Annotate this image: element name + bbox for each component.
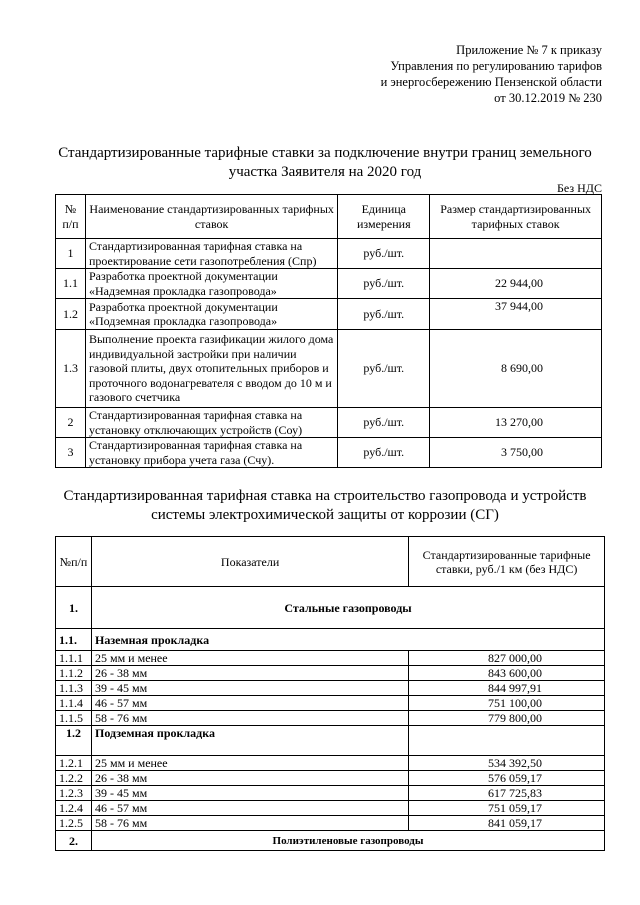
row-value: 13 270,00 [430,408,602,438]
row-value: 22 944,00 [430,269,602,299]
table-row [56,269,602,299]
row-num: 3 [56,438,86,468]
pipeline-tariff-title [40,487,610,525]
section-label: Стальные газопроводы [91,587,604,629]
row-name: Разработка проектной документации «Надземная прокладка газопровода» [85,269,337,299]
row-name: 46 - 57 мм [91,801,408,816]
row-unit: руб./шт. [338,330,430,408]
section-row [56,587,605,629]
table-row [56,330,602,408]
row-unit: руб./шт. [338,438,430,468]
row-name: Стандартизированная тарифная ставка на установку отключающих устройств (Соу) [85,408,337,438]
table-row [56,786,605,801]
header-indicators: Показатели [91,537,408,587]
order-annex-note [381,42,602,106]
header-num: №п/п [56,537,92,587]
row-num: 1.1.5 [56,711,92,726]
row-num: 1.2 [56,299,86,330]
row-name: 39 - 45 мм [91,786,408,801]
row-name: 26 - 38 мм [91,666,408,681]
header-unit: Единица измерения [338,195,430,239]
row-name: 25 мм и менее [91,756,408,771]
row-value [430,239,602,269]
subsection-row [56,629,605,651]
row-num: 1.3 [56,330,86,408]
row-name: Выполнение проекта газификации жилого дома индивидуальной застройки при наличии газовой плиты, двух отопительных приборов и проточного водонагревателя с вводом до 10 м и газового счетчика [85,330,337,408]
row-value: 843 600,00 [409,666,605,681]
row-value: 534 392,50 [409,756,605,771]
row-unit: руб./шт. [338,239,430,269]
header-name: Наименование стандартизированных тарифных ставок [85,195,337,239]
row-value: 844 997,91 [409,681,605,696]
header-rates: Стандартизированные тарифные ставки, руб./1 км (без НДС) [409,537,605,587]
pipeline-rates-table [55,536,605,851]
no-vat-note: Без НДС [557,181,602,195]
row-value: 3 750,00 [430,438,602,468]
row-num: 1.2.2 [56,771,92,786]
row-num: 1.1.1 [56,651,92,666]
row-name: 25 мм и менее [91,651,408,666]
row-num: 1.2.4 [56,801,92,816]
table-row [56,816,605,831]
title-line: системы электрохимической защиты от коррозии (СГ) [151,507,499,523]
row-num: 1.2.5 [56,816,92,831]
table-row [56,681,605,696]
row-value: 779 800,00 [409,711,605,726]
row-num: 1.2.1 [56,756,92,771]
title-line: Стандартизированные тарифные ставки за подключение внутри границ земельного [58,145,592,161]
row-num: 1.1 [56,269,86,299]
row-name: 46 - 57 мм [91,696,408,711]
table-row [56,239,602,269]
row-name: Разработка проектной документации «Подземная прокладка газопровода» [85,299,337,330]
row-value: 827 000,00 [409,651,605,666]
row-value: 8 690,00 [430,330,602,408]
row-num: 1.1.4 [56,696,92,711]
table-row [56,408,602,438]
row-name: Стандартизированная тарифная ставка на проектирование сети газопотребления (Спр) [85,239,337,269]
annex-line: Приложение № 7 к приказу [456,43,602,57]
table-row [56,299,602,330]
row-name: Стандартизированная тарифная ставка на установку прибора учета газа (Счу). [85,438,337,468]
row-value: 751 059,17 [409,801,605,816]
subsection-label: Подземная прокладка [91,726,408,756]
tariff-title [40,144,610,182]
row-value: 576 059,17 [409,771,605,786]
empty-cell [409,726,605,756]
table-row [56,801,605,816]
table-row [56,756,605,771]
row-name: 58 - 76 мм [91,711,408,726]
annex-line: Управления по регулированию тарифов [390,59,602,73]
table-row [56,666,605,681]
row-name: 39 - 45 мм [91,681,408,696]
row-num: 1.1.3 [56,681,92,696]
row-value: 751 100,00 [409,696,605,711]
row-num: 1 [56,239,86,269]
row-num: 1.1.2 [56,666,92,681]
row-value: 841 059,17 [409,816,605,831]
row-unit: руб./шт. [338,408,430,438]
subsection-label: Наземная прокладка [91,629,604,651]
table-row [56,696,605,711]
table-header-row [56,537,605,587]
row-name: 58 - 76 мм [91,816,408,831]
section-num: 1. [56,587,92,629]
annex-line: и энергосбережению Пензенской области [380,75,602,89]
table-row [56,771,605,786]
row-value: 37 944,00 [430,299,602,330]
table-row [56,711,605,726]
row-unit: руб./шт. [338,299,430,330]
table-header-row [56,195,602,239]
subsection-num: 1.2 [56,726,92,756]
table-row [56,438,602,468]
row-name: 26 - 38 мм [91,771,408,786]
section-label: Полиэтиленовые газопроводы [91,831,604,851]
title-line: Стандартизированная тарифная ставка на строительство газопровода и устройств [63,488,587,504]
subsection-row [56,726,605,756]
header-num: № п/п [56,195,86,239]
annex-line: от 30.12.2019 № 230 [494,91,602,105]
subsection-num: 1.1. [56,629,92,651]
title-line: участка Заявителя на 2020 год [228,164,422,180]
row-num: 2 [56,408,86,438]
row-unit: руб./шт. [338,269,430,299]
table-row [56,651,605,666]
tariff-rates-table [55,194,602,468]
section-num: 2. [56,831,92,851]
row-num: 1.2.3 [56,786,92,801]
section-row [56,831,605,851]
header-size: Размер стандартизированных тарифных ставок [430,195,602,239]
row-value: 617 725,83 [409,786,605,801]
